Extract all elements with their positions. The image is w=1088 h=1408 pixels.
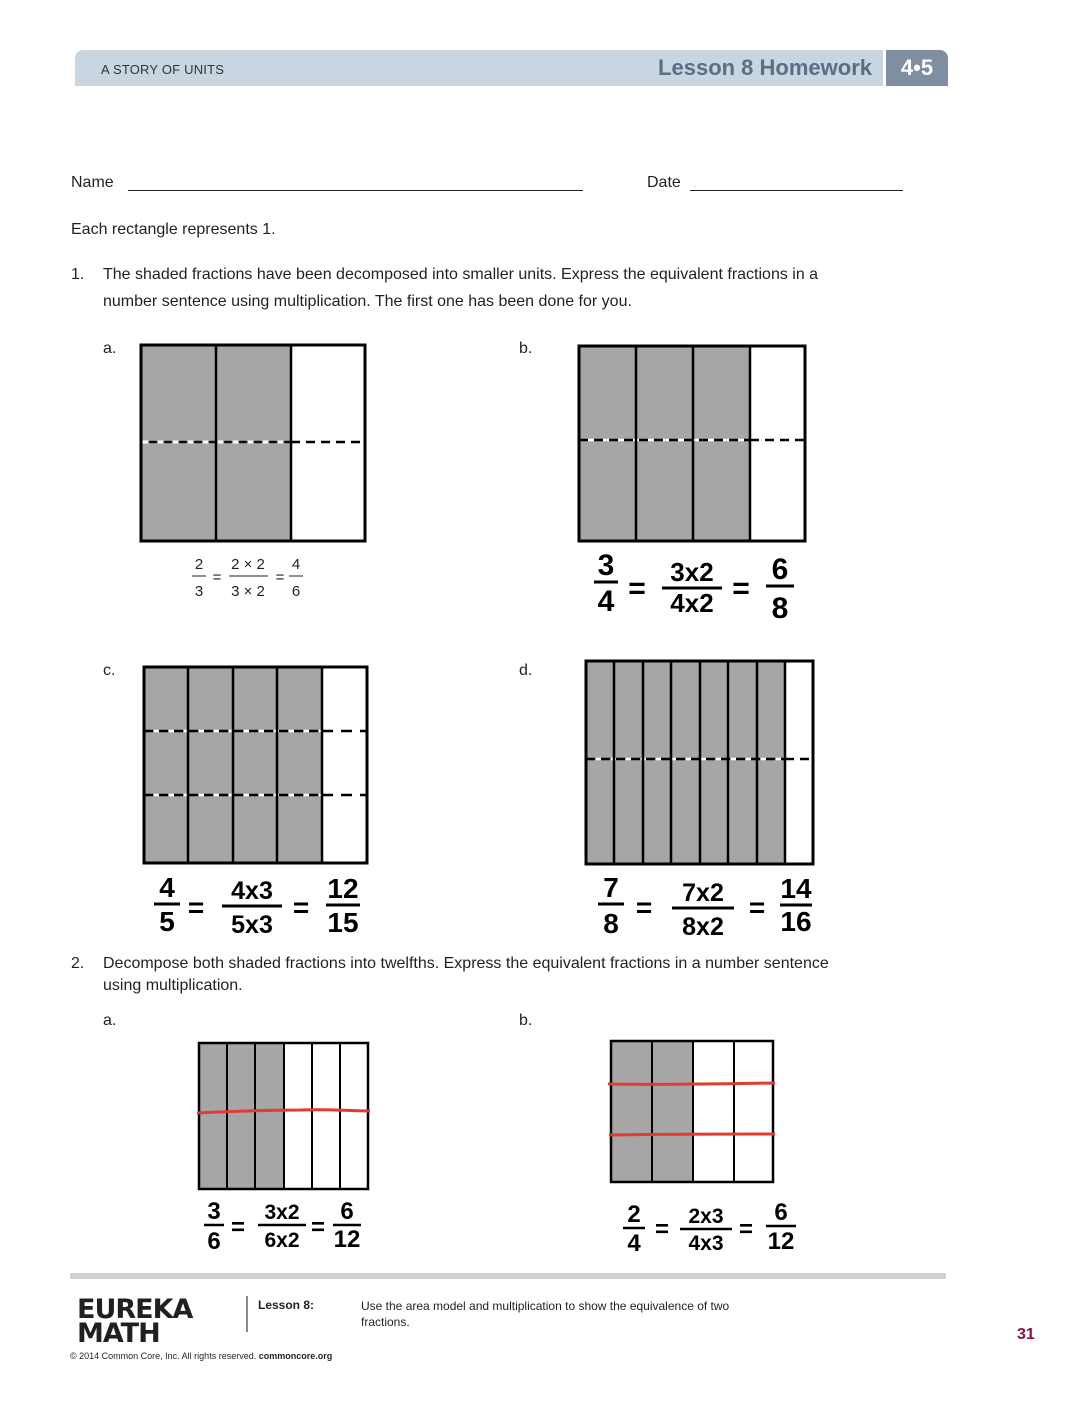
ans1c-d2: 5x3 [231,911,273,939]
lesson-title: Lesson 8 Homework [658,55,872,80]
area-model-2a [197,1043,370,1189]
series-title: A STORY OF UNITS [101,62,225,77]
ans1d-d2: 8x2 [682,913,724,941]
area-model-2b [608,1041,775,1182]
svg-text:=: = [732,572,750,605]
area-model-1c [144,667,367,863]
ans1b-d1: 4 [597,585,615,618]
ans2b-d3: 12 [767,1228,795,1255]
svg-text:=: = [187,892,205,923]
ans2b-n2: 2x3 [688,1205,724,1228]
page-number: 31 [1017,1326,1035,1343]
ans2b-d2: 4x3 [688,1232,724,1255]
red-partition-line-top [608,1083,775,1084]
footer-rule [70,1273,946,1279]
area-model-1b [579,346,805,541]
ans1b-n1: 3 [597,549,615,582]
logo-line1: EUREKA [77,1294,193,1325]
ans1c-d1: 5 [159,906,175,937]
ans1d-n1: 7 [603,872,619,903]
logo-line2: MATH [77,1318,160,1349]
q1b-label: b. [519,340,533,357]
ans1b-n3: 6 [771,553,789,586]
eq1a-d2: 3 × 2 [231,583,265,600]
eq1a-d3: 6 [291,583,301,600]
ans1b-d2: 4x2 [670,588,714,618]
ans1c-n1: 4 [159,872,175,903]
area-model-1a [141,345,365,541]
ans2a-n2: 3x2 [264,1201,300,1224]
ans2a-n3: 6 [340,1198,354,1225]
q1-number: 1. [71,266,85,283]
q2-text-line1: Decompose both shaded fractions into twelfths. Express the equivalent fractions in a number sentence [103,955,829,972]
footer-description: Use the area model and multiplication to show the equivalence of two fractions. [361,1299,730,1329]
ans2b-n3: 6 [774,1199,788,1226]
ans1c-d3: 15 [327,907,359,938]
eq1a-d1: 3 [194,583,204,600]
ans1c-n2: 4x3 [231,877,273,905]
q2b-label: b. [519,1012,533,1029]
svg-text:=: = [292,892,310,923]
svg-text:=: = [628,572,646,605]
ans2a-d1: 6 [207,1228,221,1255]
eq1a-n3: 4 [291,556,301,573]
ans1d-n3: 14 [780,873,812,904]
ans1d-d1: 8 [603,908,619,939]
ans1b-n2: 3x2 [670,557,714,587]
svg-text:=: = [654,1216,670,1243]
red-partition-line-bottom [609,1134,775,1135]
eq1a-eq1: = [212,569,222,586]
ans2b-n1: 2 [627,1201,641,1228]
ans1d-d3: 16 [780,906,812,937]
ans1d-n2: 7x2 [682,879,724,907]
ans2a-n1: 3 [207,1198,221,1225]
ans2a-d3: 12 [333,1226,361,1253]
area-model-1d [586,661,813,864]
copyright-site: commoncore.org [258,1351,333,1361]
footer-separator [246,1296,248,1332]
q1c-label: c. [103,662,116,679]
q2a-label: a. [103,1012,117,1029]
footer-lesson-label: Lesson 8: [258,1298,315,1312]
answer-2b [623,1199,796,1257]
eureka-math-logo [77,1294,193,1349]
eq1a-eq2: = [275,569,285,586]
eq1a-n2: 2 × 2 [231,556,265,573]
q2-text-line2: using multiplication. [103,977,243,994]
svg-text:=: = [230,1214,246,1241]
ans2b-d1: 4 [627,1230,641,1257]
q1-text-line2: number sentence using multiplication. The first one has been done for you. [103,293,632,310]
answer-1d [598,872,812,941]
q2-number: 2. [71,955,85,972]
intro-text: Each rectangle represents 1. [71,221,276,238]
svg-text:=: = [310,1214,326,1241]
q1-text-line1: The shaded fractions have been decomposed into smaller units. Express the equivalent fractions in a [103,266,819,283]
footer-copyright [70,1351,332,1361]
ans1b-d3: 8 [771,592,789,625]
equation-1a [192,556,303,600]
answer-2a [204,1198,361,1255]
svg-text:=: = [635,892,653,923]
answer-1c [154,872,360,939]
svg-text:=: = [748,892,766,923]
q1d-label: d. [519,662,533,679]
ans2a-d2: 6x2 [264,1229,300,1252]
module-badge: 4•5 [886,50,948,86]
copyright-text: © 2014 Common Core, Inc. All rights reserved. [70,1351,257,1361]
name-label: Name [71,174,114,191]
ans1c-n3: 12 [327,873,359,904]
svg-text:=: = [738,1216,754,1243]
q1a-label: a. [103,340,117,357]
eq1a-n1: 2 [194,556,204,573]
answer-1b [594,549,794,625]
date-label: Date [647,174,681,191]
